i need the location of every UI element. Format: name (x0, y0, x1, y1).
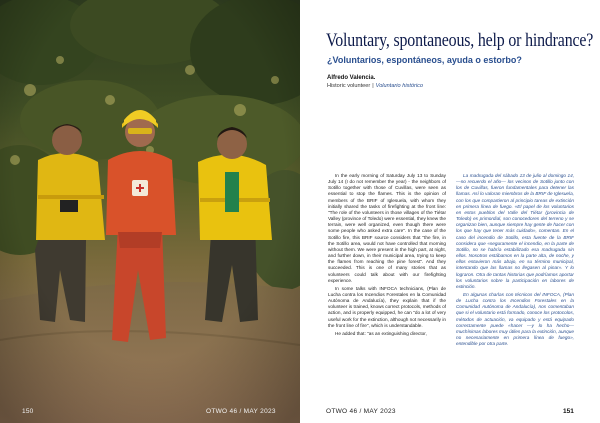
magazine-footer-left: OTWO 46 / MAY 2023 (206, 408, 276, 415)
paragraph-es: En algunas charlas con técnicos del INFOCA, (Plan de Lucha contra los Incendios Forestales en la Comunidad Autónoma de Andalucía), nos comentaban que si el voluntario está formado, conoce los protocolos, métodos de actuación, va equipado y está equipado correctamente puede «hacer —y lo ha hecho— muchísimas labores muy útiles para la extinción, aunque no necesariamente en primera línea de fuego», entendible por otra parte. (456, 291, 574, 347)
paragraph-en: In some talks with INFOCA technicians, (Plan de Lucha contra los Incendios Forestales en la Comunidad Autónoma de Andalucía), they explain that if the volunteer is trained, knows correct protocols, methods of action, and is properly equipped, he can "do a lot of very useful work for the extinction, although not necessarily in the front line of fire", which is understandable. (328, 285, 446, 328)
paragraph-es: La madrugada del sábado 13 de julio al domingo 14, —no recuerdo el año— los vecinos de Sotillo junto con los de Cuvillas, fueron fundamentales para detener las llamas. Así lo valoran miembros de la BRIF de Iglesuela, con los que compartieron al principio tareas de extinción en primera línea de fuego. «El papel de los voluntarios en estos pueblos del Valle del Tiétar (provincia de Toledo) es primordial, son conocedores del terreno y se organizan bien, aunque siempre hay gente de hacer con los que hay que tener más cuidado», comentan. En el caso del incendio de Sotillo, esta fuente de la BRIF considera que «seguramente el incendio, en la parte de Sotillo, no se habría estabilizado esa madrugada sin ellos. Nosotros estábamos en la parte alta, de noche, y ellos estuvieron más abajo, en su término municipal, intentando que las llamas no llegasen al pinar». Y lo lograron. Otra de tantas historias que podríamos aportar los voluntarios sobre la participación en labores de extinción. (456, 173, 574, 289)
right-page (300, 0, 600, 423)
magazine-footer-right: OTWO 46 / MAY 2023 (326, 408, 396, 415)
body-column-english (328, 173, 446, 385)
article-subtitle: ¿Voluntarios, espontáneos, ayuda o estorbo? (327, 55, 522, 65)
author-role-separator: | (372, 83, 374, 89)
page-number-right: 151 (563, 408, 574, 415)
paragraph-en: He added that: "as an extinguishing director, (335, 330, 427, 336)
author-role (327, 83, 423, 89)
article-title: Voluntary, spontaneous, help or hindrance? (326, 31, 594, 51)
paragraph-en: In the early morning of Saturday July 13 to Sunday July 14 (I do not remember the year) - the neighbors of Sotillo together with those of Cuvillas, were seen as essential to stop the flames. This is the opinion of members of the BRIF of Iglesuela, with whom they initially shared the tasks of firefighting at the front line: "The role of the volunteers in those villages of the Tiétar Valley (province of Toledo) were essential, they knew the terrain, were well organized, even though there were some people who asked extra care". In the case of the Sotillo fire, this BRIF source considers that "the fire, in the Sotillo area, would not have controlled that morning without them. We were present in the high part, at night, and further down, in their municipal area, trying to keep the flames from reaching the pine forest". And they succeeded. This is one of many stories that as volunteers could talk about with our firefighting experience. (328, 173, 446, 283)
author-role-english: Historic volunteer (327, 83, 371, 89)
body-column-spanish (456, 173, 574, 385)
author-role-spanish: Voluntario histórico (375, 83, 424, 89)
page-number-left: 150 (22, 408, 34, 415)
author-name: Alfredo Valencia. (327, 75, 376, 81)
